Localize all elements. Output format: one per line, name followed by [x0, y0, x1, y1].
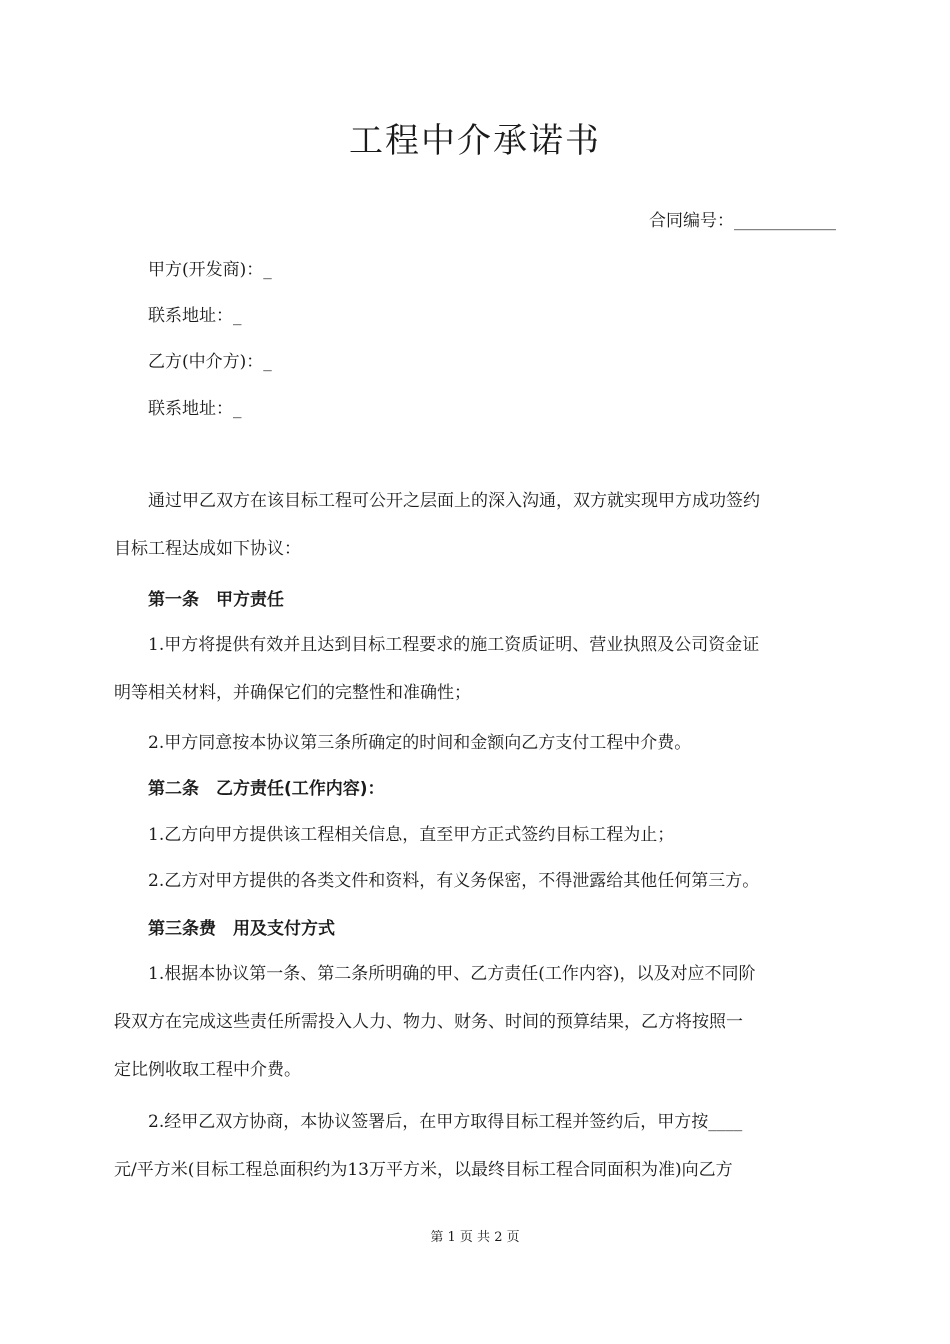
party-b-field: 乙方(中介方)：_ — [148, 352, 272, 372]
intro-paragraph — [114, 477, 836, 573]
article-3-item-1 — [114, 950, 836, 1094]
party-a-field: 甲方(开发商)：_ — [148, 260, 272, 280]
article-2-heading: 第二条 乙方责任(工作内容)： — [148, 779, 385, 799]
article-3-item-2 — [114, 1098, 836, 1194]
article-3-heading: 第三条费 用及支付方式 — [148, 919, 335, 939]
article-3-item-2-line-1: 2.经甲乙双方协商，本协议签署后，在甲方取得目标工程并签约后，甲方按____ — [148, 1112, 743, 1132]
page-footer: 第 1 页 共 2 页 — [430, 1230, 520, 1245]
contract-number: 合同编号：____________ — [649, 211, 836, 231]
article-1-item-1 — [114, 621, 836, 717]
article-3-item-1-line-2: 段双方在完成这些责任所需投入人力、物力、财务、时间的预算结果，乙方将按照一 — [114, 1012, 743, 1032]
article-3-item-2-line-2: 元/平方米(目标工程总面积约为13万平方米，以最终目标工程合同面积为准)向乙方 — [114, 1160, 733, 1180]
intro-line-1: 通过甲乙双方在该目标工程可公开之层面上的深入沟通，双方就实现甲方成功签约 — [148, 491, 760, 511]
article-1-item-2: 2.甲方同意按本协议第三条所确定的时间和金额向乙方支付工程中介费。 — [148, 733, 692, 753]
article-3-item-1-line-3: 定比例收取工程中介费。 — [114, 1060, 301, 1080]
intro-line-2: 目标工程达成如下协议： — [114, 539, 301, 559]
party-b-address-field: 联系地址：_ — [148, 399, 242, 419]
article-1-heading: 第一条 甲方责任 — [148, 590, 284, 610]
party-a-address-field: 联系地址：_ — [148, 306, 242, 326]
article-1-item-1-line-2: 明等相关材料，并确保它们的完整性和准确性； — [114, 683, 471, 703]
article-1-item-1-line-1: 1.甲方将提供有效并且达到目标工程要求的施工资质证明、营业执照及公司资金证 — [148, 635, 760, 655]
article-2-item-1: 1.乙方向甲方提供该工程相关信息，直至甲方正式签约目标工程为止； — [148, 825, 675, 845]
document-title: 工程中介承诺书 — [349, 121, 601, 161]
article-2-item-2: 2.乙方对甲方提供的各类文件和资料，有义务保密，不得泄露给其他任何第三方。 — [148, 871, 760, 891]
article-3-item-1-line-1: 1.根据本协议第一条、第二条所明确的甲、乙方责任(工作内容)，以及对应不同阶 — [148, 964, 756, 984]
